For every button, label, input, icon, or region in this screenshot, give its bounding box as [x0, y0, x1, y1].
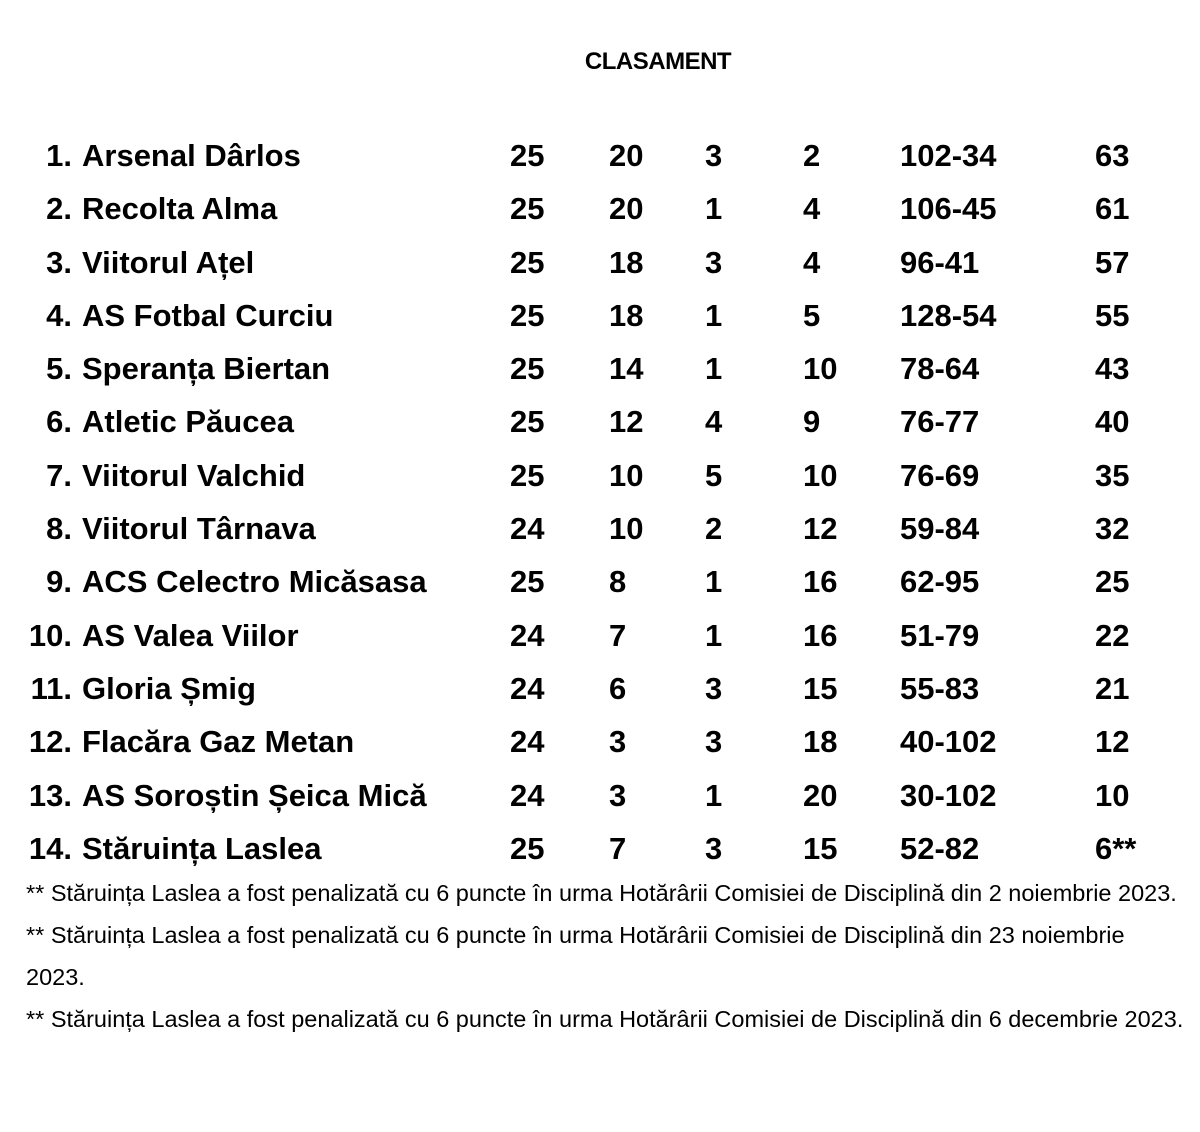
page-title: CLASAMENT	[584, 48, 732, 75]
won: 7	[609, 830, 627, 866]
won: 10	[609, 511, 644, 547]
goals: 76-77	[900, 404, 980, 440]
penalty-note: ** Stăruința Laslea a fost penalizată cu 6 puncte în urma Hotărârii Comisiei de Disciplină din 2 noiembrie 2023.	[26, 880, 1177, 906]
goals: 106-45	[900, 191, 997, 227]
table-row	[0, 715, 1200, 768]
drawn: 1	[705, 191, 723, 227]
won: 14	[609, 351, 644, 387]
points: 32	[1095, 511, 1130, 547]
rank: 6.	[46, 404, 72, 440]
team-name: AS Valea Viilor	[82, 617, 299, 653]
lost: 10	[803, 351, 838, 387]
team-name: Gloria Șmig	[82, 670, 256, 706]
played: 25	[510, 244, 545, 280]
lost: 2	[803, 138, 821, 173]
rank: 13.	[28, 777, 72, 813]
team-name: Recolta Alma	[82, 191, 278, 227]
goals: 59-84	[900, 511, 980, 547]
table-row	[0, 769, 1200, 822]
drawn: 3	[705, 244, 723, 280]
points: 21	[1095, 670, 1130, 706]
team-name: Arsenal Dârlos	[82, 138, 301, 173]
rank: 4.	[46, 297, 72, 333]
points: 35	[1095, 457, 1130, 493]
goals: 96-41	[900, 244, 980, 280]
rank: 2.	[46, 191, 72, 227]
won: 8	[609, 564, 627, 600]
team-name: Viitorul Ațel	[82, 244, 255, 280]
goals: 62-95	[900, 564, 980, 600]
team-name: Stăruința Laslea	[82, 830, 322, 866]
points: 6**	[1095, 830, 1137, 866]
lost: 4	[803, 244, 821, 280]
table-row	[0, 662, 1200, 715]
won: 18	[609, 297, 644, 333]
goals: 78-64	[900, 351, 980, 387]
drawn: 3	[705, 670, 723, 706]
lost: 15	[803, 670, 838, 706]
rank: 1.	[46, 138, 72, 173]
points: 40	[1095, 404, 1130, 440]
points: 22	[1095, 617, 1130, 653]
team-name: Flacăra Gaz Metan	[82, 724, 355, 760]
lost: 18	[803, 724, 838, 760]
rank: 9.	[46, 564, 72, 600]
team-name: AS Soroștin Șeica Mică	[82, 777, 427, 813]
table-row	[0, 182, 1200, 235]
rank: 11.	[30, 670, 72, 706]
drawn: 3	[705, 138, 723, 173]
standings-table	[0, 129, 1200, 875]
points: 55	[1095, 297, 1130, 333]
drawn: 1	[705, 297, 723, 333]
rank: 3.	[46, 244, 72, 280]
table-row	[0, 822, 1200, 875]
won: 18	[609, 244, 644, 280]
team-name: Atletic Păucea	[82, 404, 294, 440]
lost: 20	[803, 777, 838, 813]
played: 25	[510, 138, 545, 173]
team-name: ACS Celectro Micăsasa	[82, 564, 427, 600]
penalty-note: ** Stăruința Laslea a fost penalizată cu 6 puncte în urma Hotărârii Comisiei de Disciplină din 23 noiembrie 2023.	[26, 922, 1125, 990]
table-row	[0, 289, 1200, 342]
played: 25	[510, 404, 545, 440]
played: 24	[510, 670, 545, 706]
goals: 40-102	[900, 724, 997, 760]
rank: 5.	[46, 351, 72, 387]
lost: 16	[803, 617, 838, 653]
table-row	[0, 502, 1200, 555]
rank: 8.	[46, 511, 72, 547]
lost: 4	[803, 191, 821, 227]
lost: 10	[803, 457, 838, 493]
goals: 52-82	[900, 830, 980, 866]
played: 24	[510, 724, 545, 760]
played: 25	[510, 191, 545, 227]
team-name: Viitorul Valchid	[82, 457, 306, 493]
team-name: Speranța Biertan	[82, 351, 331, 387]
played: 24	[510, 511, 545, 547]
points: 63	[1095, 138, 1130, 173]
table-row	[0, 395, 1200, 448]
drawn: 1	[705, 777, 723, 813]
table-row	[0, 236, 1200, 289]
points: 12	[1095, 724, 1130, 760]
goals: 51-79	[900, 617, 980, 653]
footnotes	[26, 872, 1186, 1040]
won: 12	[609, 404, 644, 440]
played: 25	[510, 351, 545, 387]
goals: 102-34	[900, 138, 997, 173]
drawn: 5	[705, 457, 723, 493]
team-name: Viitorul Târnava	[82, 511, 316, 547]
table-row	[0, 449, 1200, 502]
points: 57	[1095, 244, 1130, 280]
won: 10	[609, 457, 644, 493]
won: 3	[609, 724, 627, 760]
goals: 76-69	[900, 457, 980, 493]
drawn: 3	[705, 724, 723, 760]
won: 3	[609, 777, 627, 813]
drawn: 1	[705, 617, 723, 653]
goals: 55-83	[900, 670, 980, 706]
table-row	[0, 129, 1200, 182]
won: 20	[609, 138, 644, 173]
lost: 15	[803, 830, 838, 866]
points: 61	[1095, 191, 1130, 227]
rank: 12.	[28, 724, 72, 760]
goals: 30-102	[900, 777, 997, 813]
points: 10	[1095, 777, 1130, 813]
table-row	[0, 609, 1200, 662]
lost: 12	[803, 511, 838, 547]
played: 25	[510, 457, 545, 493]
table-row	[0, 342, 1200, 395]
played: 25	[510, 564, 545, 600]
played: 25	[510, 830, 545, 866]
rank: 7.	[46, 457, 72, 493]
lost: 9	[803, 404, 821, 440]
table-row	[0, 555, 1200, 608]
drawn: 3	[705, 830, 723, 866]
played: 24	[510, 617, 545, 653]
penalty-note: ** Stăruința Laslea a fost penalizată cu 6 puncte în urma Hotărârii Comisiei de Disciplină din 6 decembrie 2023.	[26, 1006, 1184, 1032]
team-name: AS Fotbal Curciu	[82, 297, 334, 333]
played: 25	[510, 297, 545, 333]
drawn: 1	[705, 351, 723, 387]
drawn: 4	[705, 404, 723, 440]
won: 7	[609, 617, 627, 653]
drawn: 2	[705, 511, 723, 547]
rank: 14.	[28, 830, 72, 866]
rank: 10.	[28, 617, 72, 653]
won: 20	[609, 191, 644, 227]
points: 43	[1095, 351, 1130, 387]
lost: 5	[803, 297, 821, 333]
lost: 16	[803, 564, 838, 600]
won: 6	[609, 670, 627, 706]
points: 25	[1095, 564, 1130, 600]
goals: 128-54	[900, 297, 997, 333]
played: 24	[510, 777, 545, 813]
drawn: 1	[705, 564, 723, 600]
